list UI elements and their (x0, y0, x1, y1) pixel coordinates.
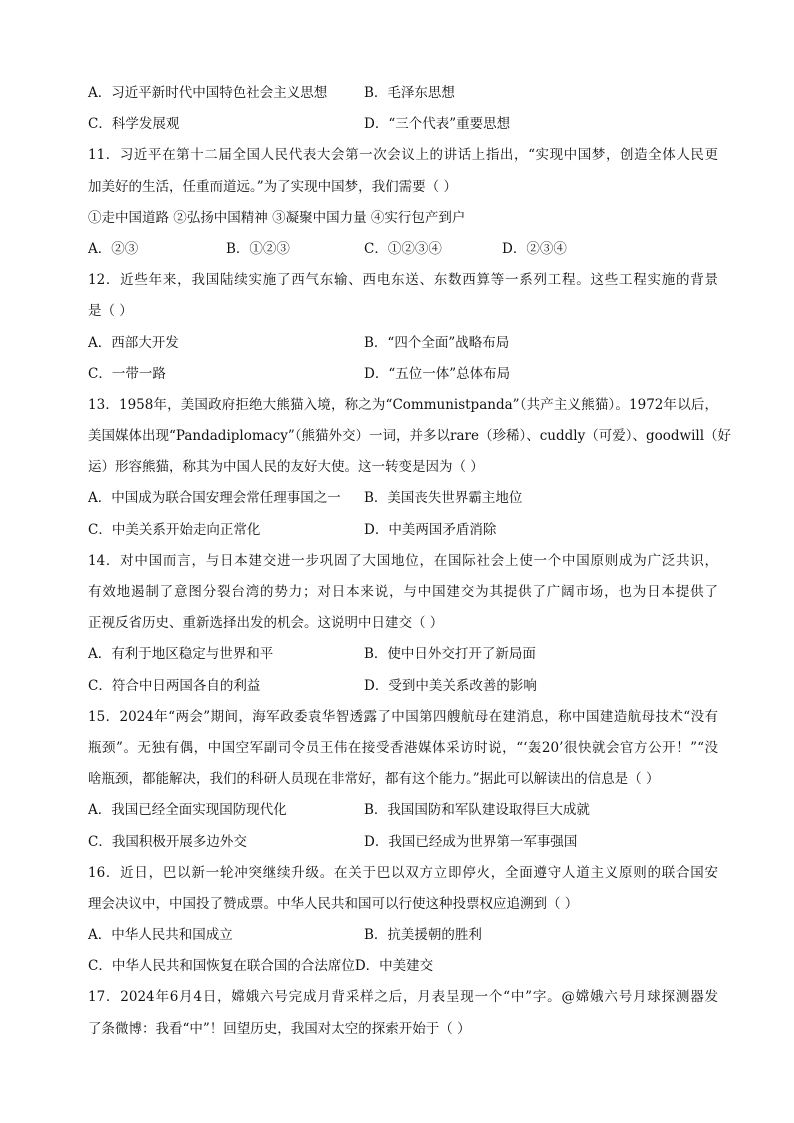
q16-options-row2 (88, 951, 718, 982)
q11-option-a[interactable]: A．②③ (88, 240, 139, 257)
q14-option-a[interactable]: A．有利于地区稳定与世界和平 (88, 646, 274, 663)
q11-option-d[interactable]: D．②③④ (502, 240, 567, 257)
q11-option-b[interactable]: B．①②③ (226, 240, 290, 257)
q11-options (88, 234, 718, 265)
q14-stem-line3: 正视反省历史、重新选择出发的机会。这说明中日建交（ ） (88, 615, 444, 632)
q11-stem-line1: 11．习近平在第十二届全国人民代表大会第一次会议上的讲话上指出，“实现中国梦，创造全体人民更 (88, 147, 718, 164)
q14-option-b[interactable]: B．使中日外交打开了新局面 (364, 646, 536, 663)
q15-stem-line2: 瓶颈”。无独有偶，中国空军副司令员王伟在接受香港媒体采访时说，“‘轰20’很快就会官方公开！”“没 (88, 739, 718, 756)
q11-stem-line2: 加美好的生活，任重而道远。”为了实现中国梦，我们需要（ ） (88, 178, 457, 195)
q16-option-d[interactable]: D．中美建交 (354, 958, 434, 975)
q16-option-c[interactable]: C．中华人民共和国恢复在联合国的合法席位 (88, 958, 355, 975)
q15-options-row2 (88, 827, 718, 858)
q12-option-b[interactable]: B．“四个全面”战略布局 (364, 334, 510, 351)
q12-option-c[interactable]: C．一带一路 (88, 365, 166, 382)
q12-options-row2 (88, 359, 718, 390)
q14-options-row1 (88, 639, 718, 670)
q16-stem-line1: 16．近日，巴以新一轮冲突继续升级。在关于巴以双方立即停火，全面遵守人道主义原则的联合国安 (88, 864, 718, 881)
q12-option-d[interactable]: D．“五位一体”总体布局 (364, 365, 511, 382)
q14-stem-line2: 有效地遏制了意图分裂台湾的势力；对日本来说，与中国建交为其提供了广阔市场，也为日本提供了 (88, 584, 718, 600)
exam-page (88, 78, 732, 1045)
q13-option-a[interactable]: A．中国成为联合国安理会常任理事国之一 (88, 490, 341, 507)
q17-stem-line2: 了条微博：我看“中”！回望历史，我国对太空的探索开始于（ ） (88, 1020, 471, 1037)
q15-option-d[interactable]: D．我国已经成为世界第一军事强国 (364, 833, 578, 850)
q15-option-a[interactable]: A．我国已经全面实现国防现代化 (88, 802, 287, 819)
q14-stem-line1: 14．对中国而言，与日本建交进一步巩固了大国地位，在国际社会上使一个中国原则成为广泛共识， (88, 552, 718, 569)
q10-option-b[interactable]: B．毛泽东思想 (364, 85, 455, 101)
q10-option-a[interactable]: A．习近平新时代中国特色社会主义思想 (88, 85, 328, 101)
q15-option-b[interactable]: B．我国国防和军队建设取得巨大成就 (364, 802, 590, 819)
q14-option-d[interactable]: D．受到中美关系改善的影响 (364, 677, 537, 694)
q13-stem-line3: 运）形容熊猫，称其为中国人民的友好大使。这一转变是因为（ ） (88, 459, 484, 476)
q17-stem-line1: 17．2024年6月4日，嫦娥六号完成月背采样之后，月表呈现一个“中”字。@嫦娥六号月球探测器发 (88, 989, 718, 1006)
q16-options-row1 (88, 920, 718, 951)
q15-stem-line3: 啥瓶颈，都能解决，我们的科研人员现在非常好，都有这个能力。”据此可以解读出的信息是（ ） (88, 771, 660, 788)
q10-options-row1 (88, 78, 718, 109)
q13-option-c[interactable]: C．中美关系开始走向正常化 (88, 521, 261, 538)
q16-option-a[interactable]: A．中华人民共和国成立 (88, 927, 233, 944)
q13-option-b[interactable]: B．美国丧失世界霸主地位 (364, 490, 523, 507)
q11-items: ①走中国道路 ②弘扬中国精神 ③凝聚中国力量 ④实行包产到户 (88, 209, 466, 226)
q16-stem-line2: 理会决议中，中国投了赞成票。中华人民共和国可以行使这种投票权应追溯到（ ） (88, 895, 579, 912)
q11-option-c[interactable]: C．①②③④ (364, 240, 442, 257)
q15-options-row1 (88, 795, 718, 826)
q15-option-c[interactable]: C．我国积极开展多边外交 (88, 833, 247, 850)
q12-option-a[interactable]: A．西部大开发 (88, 334, 179, 351)
q10-option-c[interactable]: C．科学发展观 (88, 116, 180, 133)
q10-option-d[interactable]: D．“三个代表”重要思想 (364, 116, 511, 133)
q13-options-row2 (88, 515, 718, 546)
q13-option-d[interactable]: D．中美两国矛盾消除 (364, 521, 497, 538)
q10-options-row2 (88, 109, 718, 140)
q13-options-row1 (88, 483, 718, 514)
q12-options-row1 (88, 328, 718, 359)
q13-stem-line1: 13．1958年，美国政府拒绝大熊猫入境，称之为“Communistpanda”（共产主义熊猫）。1972年以后， (88, 396, 718, 413)
q14-option-c[interactable]: C．符合中日两国各自的利益 (88, 677, 261, 694)
q12-stem-line1: 12．近些年来，我国陆续实施了西气东输、西电东送、东数西算等一系列工程。这些工程实施的背景 (88, 272, 718, 289)
q15-stem-line1: 15．2024年“两会”期间，海军政委袁华智透露了中国第四艘航母在建消息，称中国建造航母技术“没有 (88, 708, 718, 725)
q12-stem-line2: 是（ ） (88, 303, 133, 320)
q13-stem-line2: 美国媒体出现“Pandadiplomacy”（熊猫外交）一词，并多以rare（珍稀）、cuddly（可爱）、goodwill（好 (88, 428, 732, 445)
q14-options-row2 (88, 671, 718, 702)
q16-option-b[interactable]: B．抗美援朝的胜利 (364, 927, 482, 944)
